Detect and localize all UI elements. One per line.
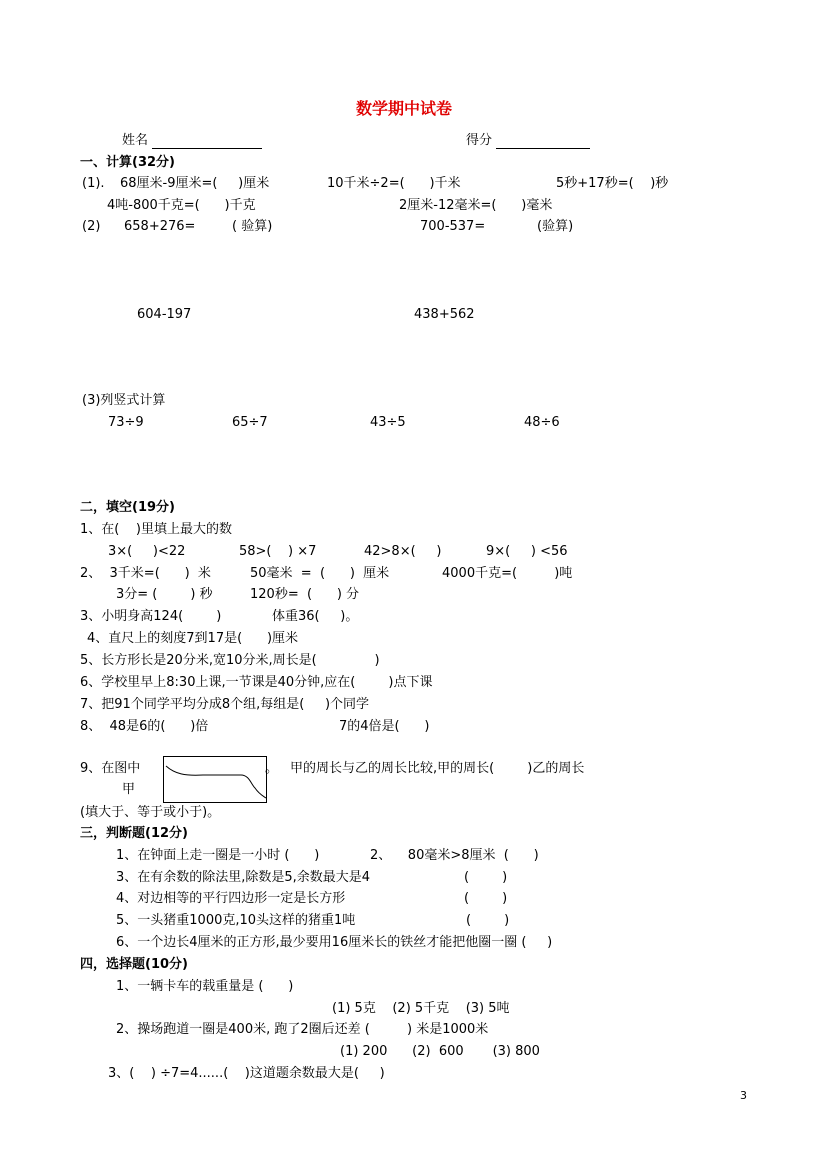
question-text: 3、( ) ÷7=4......( )这道题余数最大是( ) bbox=[108, 1066, 385, 1081]
name-blank[interactable] bbox=[152, 148, 262, 149]
options-text: (1) 5克 (2) 5千克 (3) 5吨 bbox=[332, 1001, 510, 1016]
question-text: 甲的周长与乙的周长比较,甲的周长( )乙的周长 bbox=[290, 761, 585, 776]
score-label: 得分 bbox=[466, 133, 493, 148]
shape-figure bbox=[163, 756, 267, 804]
question-text: 5、一头猪重1000克,10头这样的猪重1吨 bbox=[116, 913, 356, 928]
question-text: 4、直尺上的刻度7到17是( )厘米 bbox=[87, 631, 299, 646]
question-text: 658+276= bbox=[124, 219, 196, 234]
question-text: 体重36( )。 bbox=[272, 609, 359, 624]
section-4-heading: 四，选择题(10分) bbox=[80, 957, 188, 972]
name-label: 姓名 bbox=[122, 133, 149, 148]
question-text: 58>( ) ×7 bbox=[239, 544, 317, 559]
question-text: 1、在( )里填上最大的数 bbox=[80, 522, 232, 537]
question-text: 4000千克=( )吨 bbox=[442, 566, 573, 581]
question-text: 10千米÷2=( )千米 bbox=[327, 176, 461, 191]
question-text: 604-197 bbox=[137, 307, 192, 322]
figure-label-jia: 甲 bbox=[122, 782, 136, 797]
figure-dot: 。 bbox=[265, 761, 279, 776]
question-text: 5、长方形长是20分米,宽10分米,周长是( ) bbox=[80, 653, 380, 668]
section-2-heading: 二，填空(19分) bbox=[80, 500, 175, 515]
question-text: 3、小明身高124( ) bbox=[80, 609, 222, 624]
question-text: 6、一个边长4厘米的正方形,最少要用16厘米长的铁丝才能把他圈一圈 ( ) bbox=[116, 935, 553, 950]
question-text: 3分= ( ) 秒 bbox=[116, 587, 213, 602]
question-text: (填大于、等于或小于)。 bbox=[80, 805, 221, 820]
question-text: 73÷9 bbox=[108, 415, 144, 430]
page-title: 数学期中试卷 bbox=[356, 99, 453, 118]
question-text: 2、 3千米=( ) 米 bbox=[80, 566, 211, 581]
check-label: (验算) bbox=[537, 219, 574, 234]
question-text: 68厘米-9厘米=( )厘米 bbox=[120, 176, 270, 191]
question-text: 1、在钟面上走一圈是一小时 ( ) bbox=[116, 848, 320, 863]
question-text: 2、 80毫米>8厘米 ( ) bbox=[370, 848, 539, 863]
question-text: 7、把91个同学平均分成8个组,每组是( )个同学 bbox=[80, 697, 370, 712]
part-1-label: (1). bbox=[82, 176, 105, 191]
question-text: 2、操场跑道一圈是400米, 跑了2圈后还差 ( ) 米是1000米 bbox=[116, 1022, 489, 1037]
question-text: 3、在有余数的除法里,除数是5,余数最大是4 bbox=[116, 870, 371, 885]
question-text: 4、对边相等的平行四边形一定是长方形 bbox=[116, 891, 346, 906]
part-3-label: (3)列竖式计算 bbox=[82, 393, 166, 408]
question-text: 48÷6 bbox=[524, 415, 560, 430]
answer-paren[interactable]: ( ) bbox=[466, 913, 510, 928]
question-text: 700-537= bbox=[420, 219, 486, 234]
answer-paren[interactable]: ( ) bbox=[464, 870, 508, 885]
question-text: 7的4倍是( ) bbox=[339, 719, 430, 734]
question-text: 8、 48是6的( )倍 bbox=[80, 719, 209, 734]
question-text: 42>8×( ) bbox=[364, 544, 442, 559]
question-text: 50毫米 = ( ) 厘米 bbox=[250, 566, 390, 581]
answer-paren[interactable]: ( ) bbox=[464, 891, 508, 906]
score-blank[interactable] bbox=[496, 148, 590, 149]
part-2-label: (2) bbox=[82, 219, 101, 234]
question-text: 120秒= ( ) 分 bbox=[250, 587, 360, 602]
check-label: ( 验算) bbox=[232, 219, 273, 234]
section-3-heading: 三，判断题(12分) bbox=[80, 826, 188, 841]
question-text: 438+562 bbox=[414, 307, 475, 322]
question-text: 1、一辆卡车的载重量是 ( ) bbox=[116, 979, 294, 994]
question-text: 9、在图中 bbox=[80, 761, 141, 776]
question-text: 3×( )<22 bbox=[108, 544, 186, 559]
options-text: (1) 200 (2) 600 (3) 800 bbox=[340, 1044, 540, 1059]
question-text: 2厘米-12毫米=( )毫米 bbox=[399, 198, 553, 213]
question-text: 65÷7 bbox=[232, 415, 268, 430]
question-text: 9×( ) <56 bbox=[486, 544, 568, 559]
question-text: 4吨-800千克=( )千克 bbox=[107, 198, 256, 213]
section-1-heading: 一、计算(32分) bbox=[80, 155, 175, 170]
question-text: 43÷5 bbox=[370, 415, 406, 430]
question-text: 6、学校里早上8:30上课,一节课是40分钟,应在( )点下课 bbox=[80, 675, 433, 690]
question-text: 5秒+17秒=( )秒 bbox=[556, 176, 669, 191]
page-number: 3 bbox=[740, 1089, 747, 1102]
